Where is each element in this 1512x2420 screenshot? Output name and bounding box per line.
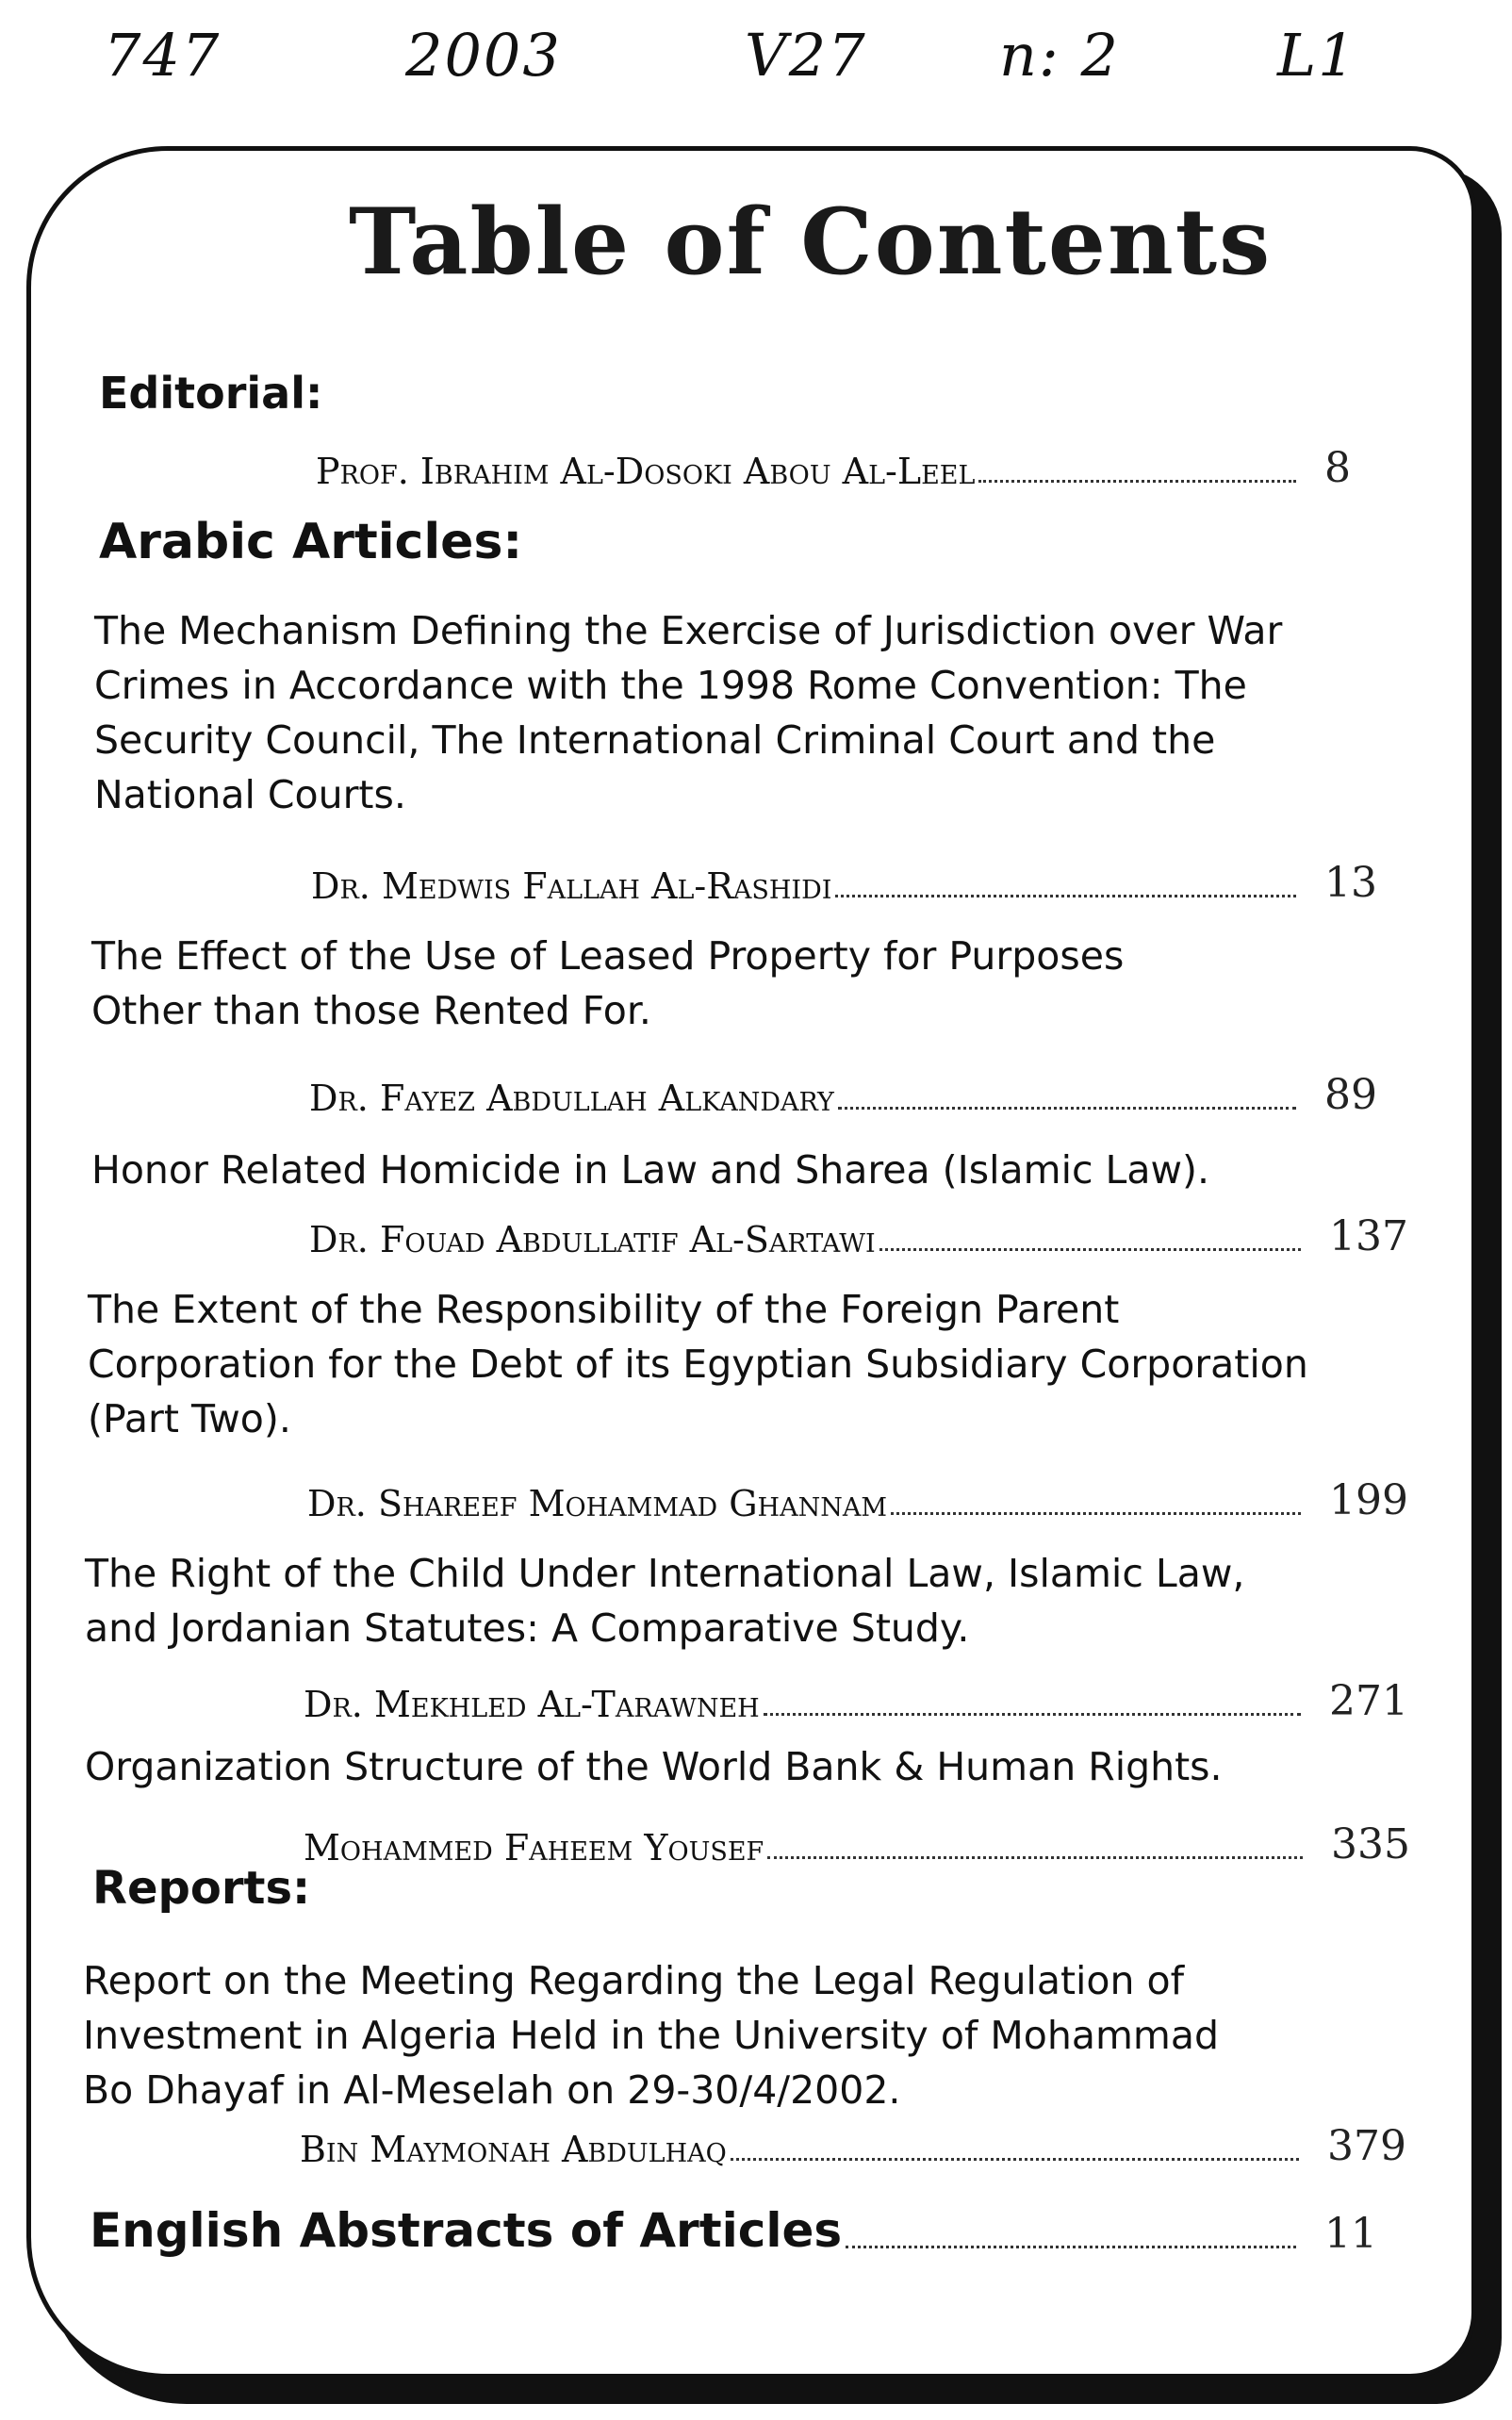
- handwritten-note: 747: [104, 21, 222, 90]
- english-abstracts-label: English Abstracts of Articles: [90, 2203, 843, 2258]
- dot-leader: [835, 895, 1296, 897]
- article-title[interactable]: The Effect of the Use of Leased Property for Purposes Other than those Rented For.: [91, 933, 1125, 1033]
- dot-leader: [978, 480, 1296, 483]
- dot-leader: [767, 1856, 1303, 1859]
- entry-author: Prof. Ibrahim Al-Dosoki Abou Al-Leel: [316, 451, 976, 492]
- handwritten-note: 2003: [405, 21, 562, 90]
- article-title[interactable]: Honor Related Homicide in Law and Sharea (Islamic Law).: [91, 1147, 1210, 1193]
- toc-entry-report-author-row[interactable]: [300, 2121, 1406, 2170]
- section-arabic-articles: Arabic Articles:: [99, 514, 523, 570]
- entry-page: 137: [1329, 1212, 1408, 1260]
- entry-author: Dr. Fouad Abdullatif Al-Sartawi: [309, 1219, 876, 1260]
- dot-leader: [764, 1713, 1301, 1716]
- dot-leader: [731, 2158, 1299, 2161]
- article-title[interactable]: The Mechanism Defining the Exercise of Jurisdiction over War Crimes in Accordance with the 1998 Rome Convention: The Security Council, The International Criminal Court and the National Courts.: [94, 608, 1283, 817]
- toc-entry-author-row[interactable]: [307, 1475, 1408, 1524]
- entry-author: Dr. Shareef Mohammad Ghannam: [307, 1483, 887, 1524]
- article-title[interactable]: The Extent of the Responsibility of the Foreign Parent Corporation for the Debt of its Egyptian Subsidiary Corporation (Part Two).: [88, 1287, 1308, 1441]
- entry-author: Bin Maymonah Abdulhaq: [300, 2129, 727, 2170]
- entry-author: Dr. Fayez Abdullah Alkandary: [309, 1078, 834, 1119]
- toc-entry-author-row[interactable]: [304, 1819, 1410, 1869]
- toc-entry-editorial[interactable]: [316, 443, 1400, 492]
- entry-page: 379: [1327, 2122, 1406, 2170]
- report-title[interactable]: Report on the Meeting Regarding the Legal Regulation of Investment in Algeria Held in the University of Mohammad Bo Dhayaf in Al-Meselah on 29-30/4/2002.: [83, 1958, 1219, 2113]
- entry-page: 89: [1324, 1071, 1377, 1119]
- entry-page: 335: [1331, 1820, 1410, 1869]
- section-editorial: Editorial:: [99, 368, 323, 419]
- dot-leader: [879, 1248, 1301, 1251]
- article-title[interactable]: The Right of the Child Under International Law, Islamic Law, and Jordanian Statutes: A Comparative Study.: [85, 1551, 1245, 1651]
- entry-author: Dr. Medwis Fallah Al-Rashidi: [311, 865, 832, 907]
- entry-page: 11: [1324, 2210, 1377, 2258]
- entry-page: 271: [1329, 1677, 1408, 1725]
- entry-page: 13: [1324, 859, 1377, 907]
- entry-page: 199: [1329, 1476, 1408, 1524]
- handwritten-note: n: 2: [999, 21, 1120, 90]
- section-reports: Reports:: [92, 1862, 311, 1915]
- dot-leader: [891, 1512, 1301, 1515]
- handwritten-note: L1: [1277, 21, 1357, 90]
- entry-page: 8: [1324, 444, 1351, 492]
- toc-entry-author-row[interactable]: [304, 1676, 1408, 1725]
- toc-entry-author-row[interactable]: [311, 858, 1400, 907]
- article-title[interactable]: Organization Structure of the World Bank & Human Rights.: [85, 1744, 1223, 1789]
- toc-entry-author-row[interactable]: [309, 1211, 1408, 1260]
- dot-leader: [846, 2246, 1296, 2248]
- page-title: Table of Contents: [349, 189, 1273, 295]
- dot-leader: [838, 1107, 1296, 1110]
- entry-author: Mohammed Faheem Yousef: [304, 1827, 764, 1869]
- toc-entry-english-abstracts[interactable]: [90, 2192, 1400, 2258]
- handwritten-note: V27: [745, 21, 867, 90]
- toc-entry-author-row[interactable]: [309, 1070, 1400, 1119]
- entry-author: Dr. Mekhled Al-Tarawneh: [304, 1684, 760, 1725]
